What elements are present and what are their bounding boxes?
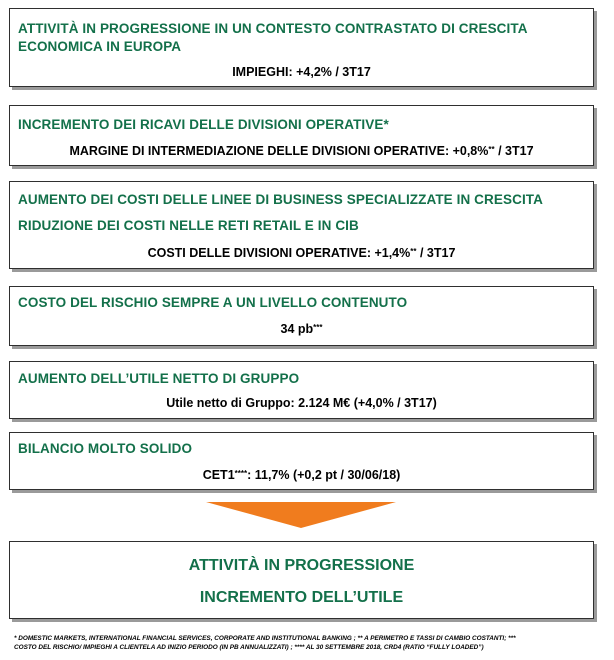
conclusion-line-1: ATTIVITÀ IN PROGRESSIONE <box>188 557 415 574</box>
block-value <box>10 244 593 261</box>
block-heading-line-1: ATTIVITÀ IN PROGRESSIONE IN UN CONTESTO CONTRASTATO DI CRESCITA <box>18 21 528 36</box>
block-value-footnote-mark: ** <box>488 145 495 154</box>
block-value-text: Utile netto di Gruppo: 2.124 M€ (+4,0% / 3T17) <box>166 396 437 410</box>
block-utile <box>9 361 594 419</box>
block-value-footnote-mark: **** <box>234 469 248 478</box>
footnote <box>14 634 604 652</box>
block-value-text: 34 pb <box>280 322 314 336</box>
block-value-text: IMPIEGHI: +4,2% / 3T17 <box>232 65 371 79</box>
block-heading-line-2: RIDUZIONE DEI COSTI NELLE RETI RETAIL E IN CIB <box>18 218 359 233</box>
block-value <box>10 64 593 80</box>
block-heading-line-2: ECONOMICA IN EUROPA <box>18 39 182 54</box>
block-value-footnote-mark: ** <box>410 247 417 256</box>
block-value-text: MARGINE DI INTERMEDIAZIONE DELLE DIVISIONI OPERATIVE: +0,8% <box>69 144 489 158</box>
block-value-footnote-mark: *** <box>313 323 323 332</box>
block-heading-line-1: BILANCIO MOLTO SOLIDO <box>18 441 193 456</box>
block-value <box>10 142 593 159</box>
footnote-line-1: * DOMESTIC MARKETS, INTERNATIONAL FINANCIAL SERVICES, CORPORATE AND INSTITUTIONAL BANKING ; ** A PERIMETRO E TASSI DI CAMBIO COSTANTI; *** <box>14 635 516 642</box>
block-rischio <box>9 286 594 346</box>
block-value-suffix: : 11,7% (+0,2 pt / 30/06/18) <box>247 468 401 482</box>
down-arrow-icon <box>206 502 396 528</box>
block-value <box>10 395 593 411</box>
block-value-suffix: / 3T17 <box>416 246 456 260</box>
block-heading-line-1: INCREMENTO DEI RICAVI DELLE DIVISIONI OPERATIVE* <box>18 117 389 132</box>
block-heading-line-1: COSTO DEL RISCHIO SEMPRE A UN LIVELLO CONTENUTO <box>18 295 408 310</box>
block-impieghi <box>9 8 594 87</box>
block-ricavi <box>9 105 594 166</box>
conclusion-line-2: INCREMENTO DELL’UTILE <box>199 589 404 606</box>
block-costi <box>9 181 594 269</box>
block-value-text: COSTI DELLE DIVISIONI OPERATIVE: +1,4% <box>147 246 411 260</box>
block-heading-line-1: AUMENTO DEI COSTI DELLE LINEE DI BUSINESS SPECIALIZZATE IN CRESCITA <box>18 192 543 207</box>
conclusion-box <box>9 541 594 619</box>
block-bilancio <box>9 432 594 490</box>
block-value-suffix: / 3T17 <box>494 144 534 158</box>
block-value <box>10 466 593 483</box>
block-value <box>10 320 593 337</box>
block-value-text: CET1 <box>202 468 235 482</box>
footnote-line-2: COSTO DEL RISCHIO/ IMPIEGHI A CLIENTELA AD INIZIO PERIODO (IN PB ANNUALIZZATI) ; **** AL 30 SETTEMBRE 2018, CRD4 (RATIO “FULLY LOADED”) <box>14 644 484 651</box>
block-heading-line-1: AUMENTO DELL’UTILE NETTO DI GRUPPO <box>18 371 300 386</box>
